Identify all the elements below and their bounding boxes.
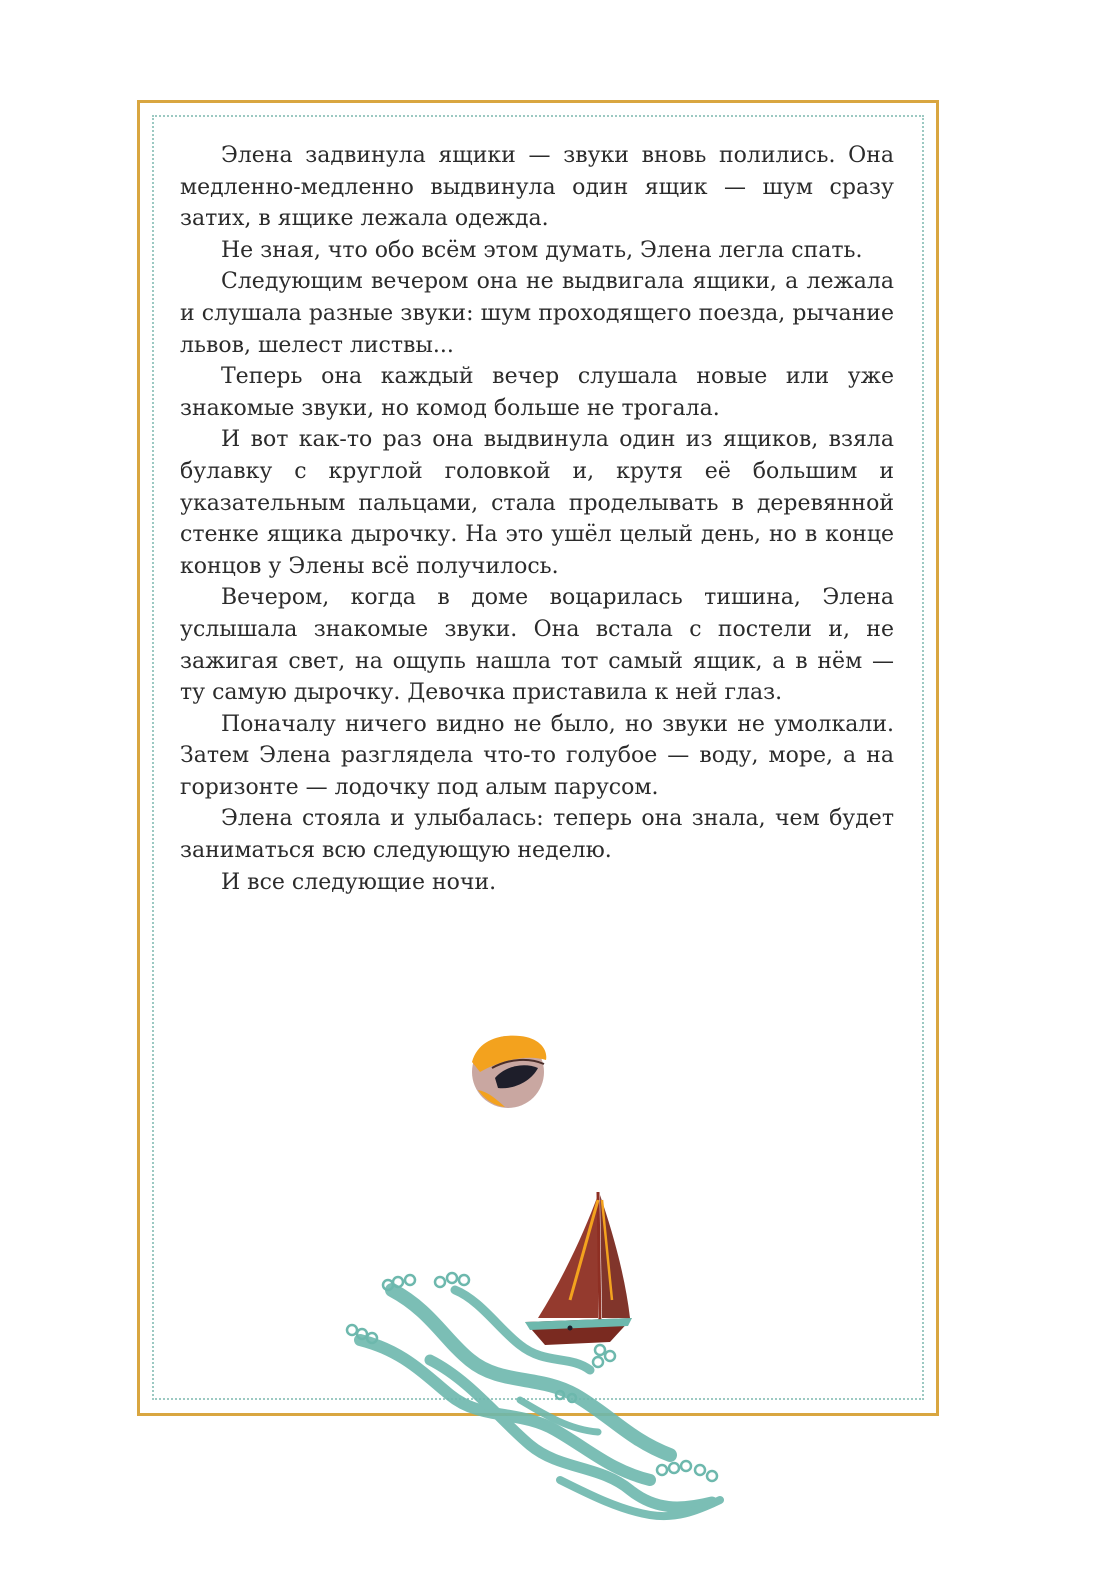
paragraph: И вот как-то раз она выдвинула один из ящиков, взяла булавку с круглой головкой и, крутя её большим и указательным пальцами, стала проделывать в деревянной стенке ящика дырочку. На это ушёл целый день, но в конце концов у Элены всё получилось. <box>180 427 894 579</box>
story-text <box>180 140 894 898</box>
paragraph: Элена стояла и улыбалась: теперь она знала, чем будет заниматься всю следующую неделю. <box>180 806 894 864</box>
paragraph: Вечером, когда в доме воцарилась тишина, Элена услышала знакомые звуки. Она встала с постели и, не зажигая свет, на ощупь нашла тот самый ящик, а в нём — ту самую дырочку. Девочка приставила к ней глаз. <box>180 585 894 706</box>
paragraph: Элена задвинула ящики — звуки вновь полились. Она медленно-медленно выдвинула один ящик — шум сразу затих, в ящике лежала одежда. <box>180 143 894 232</box>
paragraph: Теперь она каждый вечер слушала новые или уже знакомые звуки, но комод больше не трогала. <box>180 364 894 421</box>
paragraph: И все следующие ночи. <box>221 869 497 895</box>
paragraph: Не зная, что обо всём этом думать, Элена легла спать. <box>221 237 863 263</box>
paragraph: Следующим вечером она не выдвигала ящики, а лежала и слушала разные звуки: шум проходящего поезда, рычание львов, шелест листвы... <box>180 269 894 358</box>
paragraph: Поначалу ничего видно не было, но звуки не умолкали. Затем Элена разглядела что-то голубое — воду, море, а на горизонте — лодочку под алым парусом. <box>180 711 894 800</box>
